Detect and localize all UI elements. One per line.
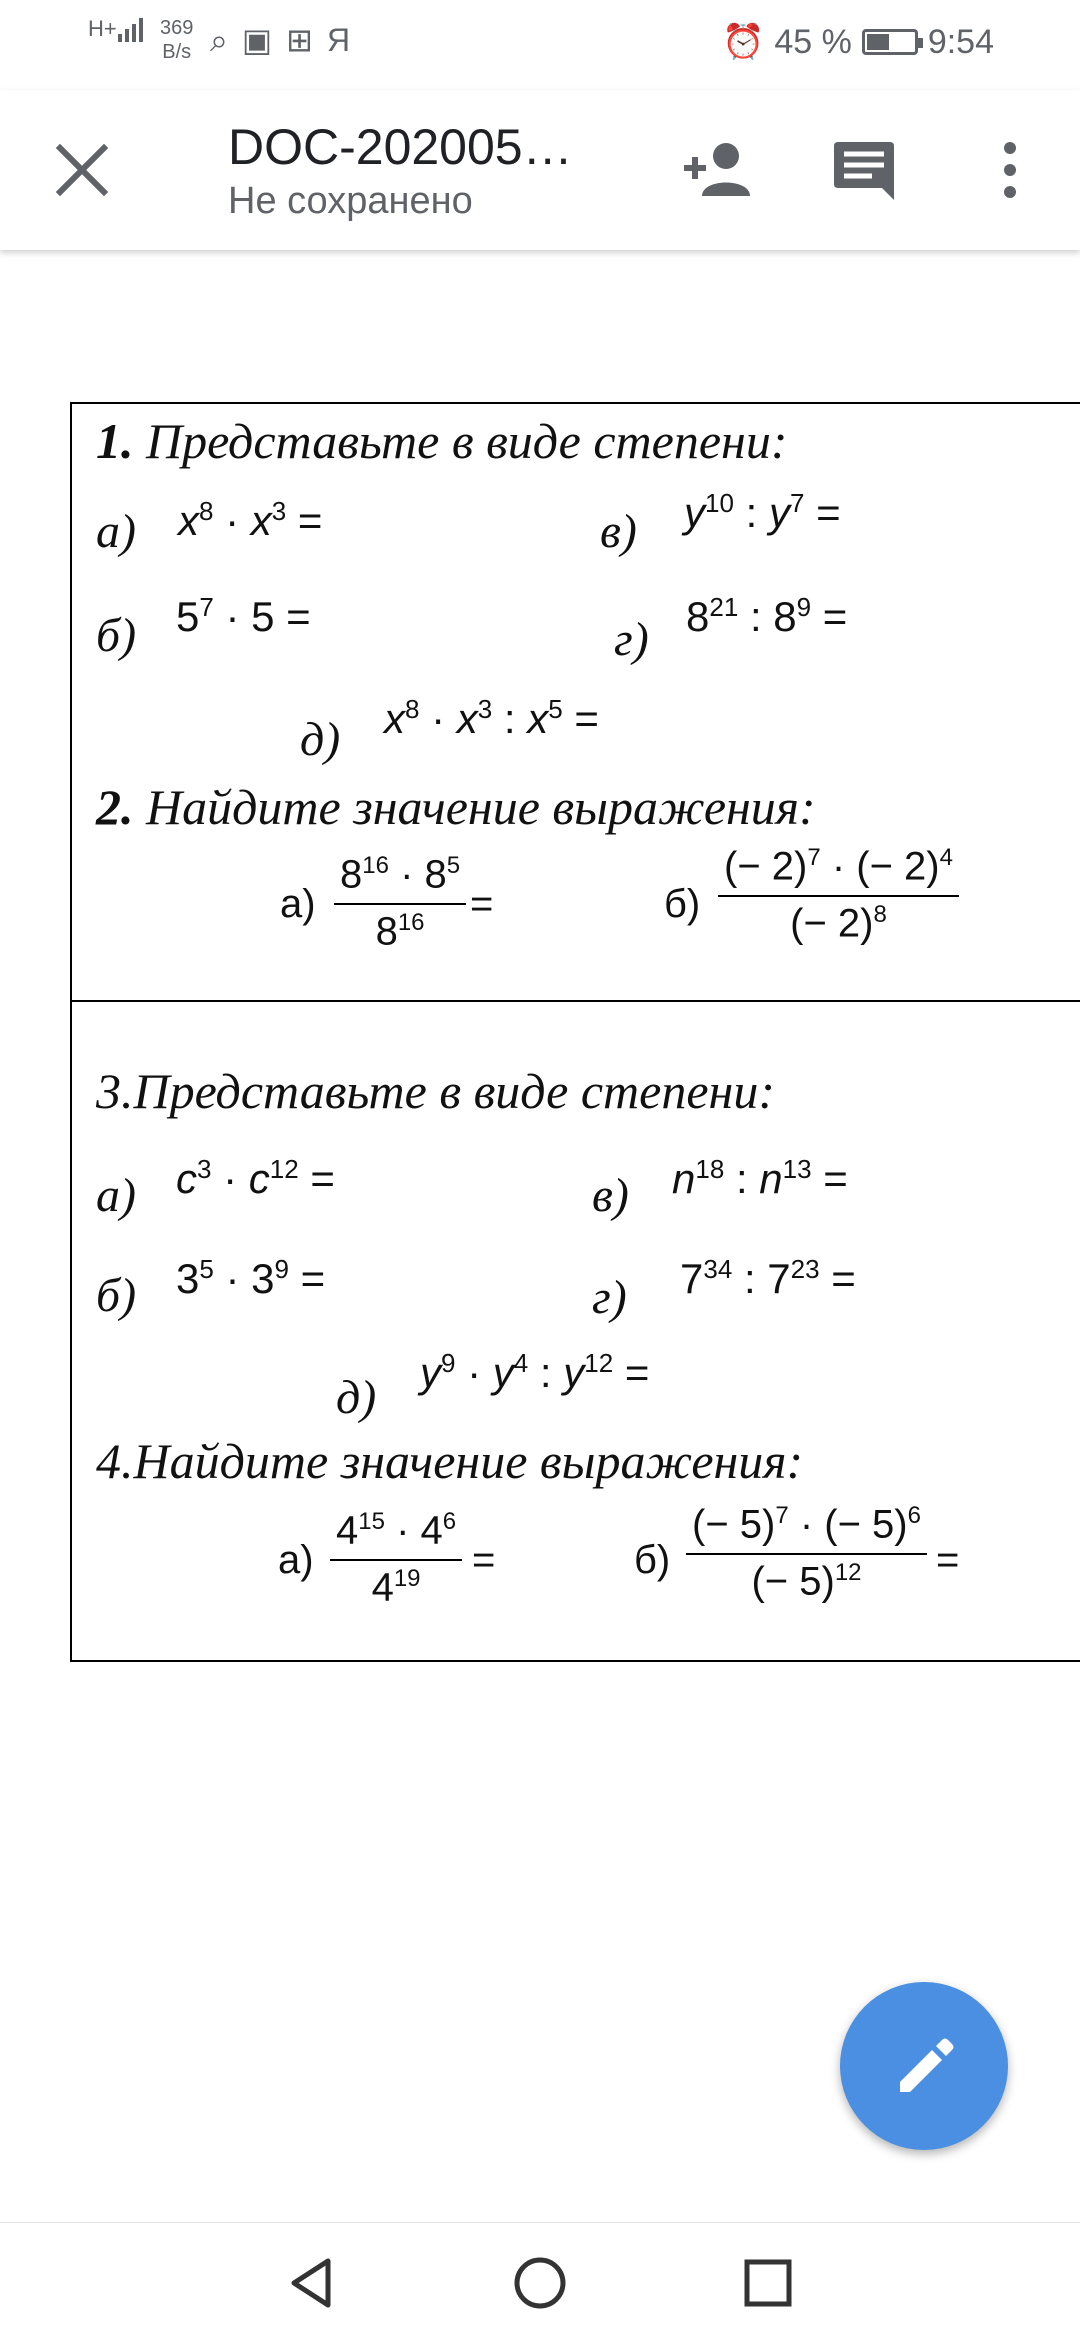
battery-percent: 45 % (774, 22, 852, 61)
task-2b-fraction: $\frac{(- 2)^7 \cdot (- 2)^4}{(- 2)^8}$ (718, 844, 959, 947)
task-3g-expr: $7^{34}$ : $7^{23}$ = (680, 1254, 856, 1302)
document-titles (228, 116, 573, 224)
signal-icon (118, 18, 148, 42)
more-vert-icon[interactable] (990, 138, 1030, 202)
close-icon[interactable] (52, 140, 112, 200)
task-3a-expr: $c^3 \cdot c^{12}$ = (176, 1154, 335, 1202)
document-title: DOC-202005… (228, 119, 573, 175)
task-3b-expr: $3^5 \cdot 3^9$ = (176, 1254, 326, 1302)
battery-icon (862, 29, 918, 55)
variant-2-box: 3.Представьте в виде степени: а) $c^3 \cdot c^{12}$ = в) $n^{18}$ : $n^{13}$ = б) $3^5 \cdot 3^9$ = г) $7^{34}$ : $7^{23}$ = д) $y^9 \cdot y^4$ : $y^{12}$ = 4.Найдите значение выражения: а) $\frac{4^{15} \cdot 4^6}{4^{19}}$ = б) $\frac{(- 5)^7 \cdot (- 5)^6}{(- 5)^{12}}$ = (70, 1002, 1080, 1662)
home-circle-icon[interactable] (510, 2253, 570, 2313)
task-4b-fraction: $\frac{(- 5)^7 \cdot (- 5)^6}{(- 5)^{12}}$ (686, 1502, 927, 1605)
task-1a-expr: $x^8 \cdot x^3$ = (178, 496, 323, 544)
recents-square-icon[interactable] (738, 2253, 798, 2313)
document-page (70, 402, 1080, 1662)
save-status: Не сохранено (228, 180, 473, 222)
gift-icon: ⊞ (286, 22, 313, 58)
person-add-icon[interactable] (682, 138, 754, 202)
comment-icon[interactable] (828, 138, 900, 202)
task-2-heading: 2. Найдите значение выражения: (96, 779, 816, 835)
calendar-icon: ▣ (241, 22, 273, 58)
yandex-letter: Я (326, 22, 351, 58)
task-1-heading: 1. Представьте в виде степени: (96, 413, 788, 469)
network-type: H+ (88, 16, 117, 41)
task-1d-expr: $x^8 \cdot x^3$ : $x^5$ = (384, 694, 599, 742)
task-4-heading: 4.Найдите значение выражения: (96, 1433, 804, 1489)
variant-1-box: 1. Представьте в виде степени: а) $x^8 \cdot x^3$ = в) $y^{10}$ : $y^7$ = б) $5^7 \cdot 5$ = г) $8^{21}$ : $8^9$ = д) $x^8 \cdot x^3$ : $x^5$ = 2. Найдите значение выражения: а) $\frac{8^{16} \cdot 8^5}{8^{16}}$ = б) $\frac{(- 2)^7 \cdot (- 2)^4}{(- 2)^8}$ (70, 402, 1080, 1002)
back-triangle-icon[interactable] (282, 2253, 342, 2313)
task-3v-expr: $n^{18}$ : $n^{13}$ = (672, 1154, 848, 1202)
task-1v-expr: $y^{10}$ : $y^7$ = (684, 488, 841, 536)
search-icon: ⌕ (210, 22, 228, 58)
status-bar (0, 0, 1080, 90)
clock: 9:54 (927, 22, 994, 61)
task-3-heading: 3.Представьте в виде степени: (96, 1063, 776, 1119)
task-4a-fraction: $\frac{4^{15} \cdot 4^6}{4^{19}}$ (330, 1508, 462, 1611)
data-speed: 369 B/s (160, 17, 194, 63)
edit-fab-button[interactable] (840, 1982, 1008, 2150)
task-1b-expr: $5^7 \cdot 5$ = (176, 592, 311, 640)
app-bar (0, 90, 1080, 250)
alarm-icon: ⏰ (721, 23, 765, 61)
task-2a-fraction: $\frac{8^{16} \cdot 8^5}{8^{16}}$ (334, 852, 466, 955)
task-3d-expr: $y^9 \cdot y^4$ : $y^{12}$ = (420, 1348, 650, 1396)
pencil-icon (892, 2034, 956, 2098)
task-1g-expr: $8^{21}$ : $8^9$ = (686, 592, 848, 640)
system-nav-bar (0, 2222, 1080, 2341)
